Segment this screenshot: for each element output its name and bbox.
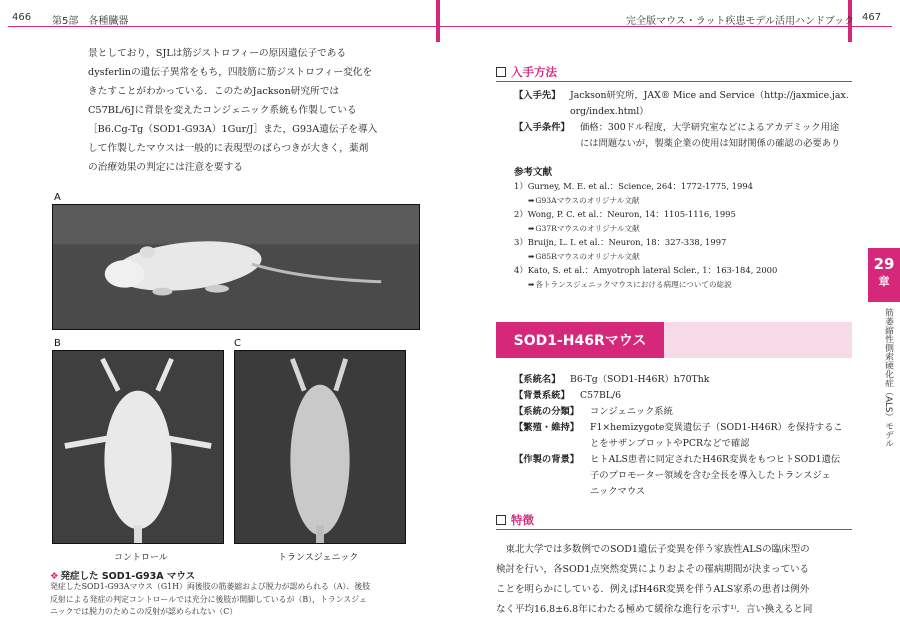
row-value-line: ヒトALS患者に同定されたH46R変異をもつヒトSOD1遺伝 — [590, 454, 841, 465]
arrow-right-icon: ➡ — [528, 224, 535, 233]
body-line: して作製したマウスは一般的に表現型のばらつきが大きく，薬剤 — [88, 143, 369, 154]
row-key: 【繁殖・維持】 — [514, 422, 580, 433]
caption-line: ニックでは脱力のためこの反射が認められない（C） — [50, 607, 238, 617]
section-rule-features — [496, 529, 852, 530]
right-page-number: 467 — [862, 12, 882, 23]
reference-note: ➡G85Rマウスのオリジナル文献 — [528, 252, 640, 261]
row-key: 【入手条件】 — [514, 122, 570, 133]
chapter-tab — [868, 248, 900, 302]
row-value-line: B6-Tg（SOD1-H46R）h70Thk — [570, 374, 710, 385]
figure-label-c: C — [234, 338, 241, 349]
caption-symbol-icon: ❖ — [50, 571, 59, 582]
references-title: 参考文献 — [514, 167, 553, 178]
acquisition-heading-text: 入手方法 — [511, 65, 557, 79]
section-rule-acquisition — [496, 81, 852, 82]
arrow-right-icon: ➡ — [528, 280, 535, 289]
figure-photo-a — [52, 204, 420, 330]
reference-note: ➡各トランスジェニックマウスにおける病理についての総説 — [528, 280, 732, 289]
body-line: ことを明らかにしている．例えばH46R変異を伴うALS家系の患者は例外 — [496, 584, 810, 595]
model-row-strain-name — [514, 372, 854, 388]
header-marker-left — [436, 0, 440, 42]
row-key: 【作製の背景】 — [514, 454, 580, 465]
arrow-right-icon: ➡ — [528, 196, 535, 205]
row-value-line: 子のプロモーター領域を含む全長を導入したトランスジェ — [590, 470, 831, 481]
row-value-line: 価格：300ドル程度，大学研究室などによるアカデミック用途 — [580, 122, 840, 133]
section-heading-features — [496, 512, 534, 528]
figure-photo-c — [234, 350, 406, 544]
figure-caption-title — [50, 568, 195, 582]
figure-label-a: A — [54, 192, 61, 203]
model-section-title: SOD1-H46Rマウス — [496, 322, 664, 358]
features-heading-text: 特徴 — [511, 513, 534, 527]
mouse-photo-b — [53, 351, 223, 543]
chapter-vertical-title: 筋萎縮性側索硬化症（ALS）モデル — [883, 308, 893, 448]
part-title: 第5部 各種臓器 — [52, 16, 129, 27]
reference-item: 3）Bruijn, L. I. et al.：Neuron, 18：327-338, 1997 — [514, 237, 727, 247]
section-heading-acquisition — [496, 64, 557, 80]
body-line: の治療効果の判定には注意を要する — [88, 162, 243, 173]
checkbox-square-icon — [496, 67, 506, 77]
body-line: 検討を行い，各SOD1点突然変異によりおよその罹病期間が決まっている — [496, 564, 809, 575]
left-page-number: 466 — [12, 12, 32, 23]
model-row-origin — [514, 452, 854, 500]
caption-line: 反射による発症の判定コントロールでは充分に後肢が開脚しているが（B），トランスジェ — [50, 594, 367, 604]
book-title: 完全版マウス・ラット疾患モデル活用ハンドブック — [626, 16, 854, 27]
figure-label-b: B — [54, 338, 61, 349]
row-key: 【系統名】 — [514, 374, 561, 385]
figure-photo-b — [52, 350, 224, 544]
figure-caption-body — [50, 581, 416, 619]
figure-caption-control: コントロール — [114, 553, 168, 563]
row-value-line: C57BL/6 — [580, 390, 621, 401]
acquisition-row-conditions — [514, 120, 854, 152]
mouse-photo-c — [235, 351, 405, 543]
row-value-line: コンジェニック系統 — [590, 406, 673, 417]
reference-note: ➡G93Aマウスのオリジナル文献 — [528, 196, 640, 205]
row-value-line: とをサザンブロットやPCRなどで確認 — [590, 438, 750, 449]
model-row-classification — [514, 404, 854, 420]
figure-caption-transgenic: トランスジェニック — [278, 553, 359, 563]
row-value-line: Jackson研究所，JAX® Mice and Service（http://jaxmice.jax. — [570, 90, 849, 101]
row-value-line: には問題ないが，製薬企業の使用は知財関係の確認の必要あり — [580, 138, 841, 149]
arrow-right-icon: ➡ — [528, 252, 535, 261]
chapter-number: 29 — [873, 255, 895, 273]
caption-line: 発症したSOD1-G93Aマウス（G1H）両後肢の筋萎縮および脱力が認められる（A）．後肢 — [50, 582, 371, 591]
reference-item: 1）Gurney, M. E. et al.：Science, 264：1772-1775, 1994 — [514, 181, 753, 191]
body-line: dysferlinの遺伝子異常をもち，四肢筋に筋ジストロフィー変化を — [88, 67, 373, 78]
model-row-background — [514, 388, 854, 404]
body-line: ［B6.Cg-Tg（SOD1-G93A）1Gur/J］また，G93A遺伝子を導入 — [88, 124, 378, 135]
row-value-line: org/index.html） — [570, 106, 649, 117]
body-line: C57BL/6Jに背景を変えたコンジェニック系統も作製している — [88, 105, 357, 116]
model-row-breeding — [514, 420, 854, 452]
left-body-text — [88, 44, 418, 177]
row-value-line: F1×hemizygote変異遺伝子（SOD1-H46R）を保持するこ — [590, 422, 843, 433]
features-body-text — [496, 540, 836, 620]
caption-title-text: 発症した SOD1-G93A マウス — [60, 571, 196, 582]
reference-item: 4）Kato, S. et al.：Amyotroph lateral Scler., 1：163-184, 2000 — [514, 265, 778, 275]
chapter-label: 章 — [878, 275, 890, 288]
checkbox-square-icon — [496, 515, 506, 525]
body-line: きたすことがわかっている．このためJackson研究所では — [88, 86, 340, 97]
row-value-line: ニックマウス — [590, 486, 646, 497]
row-key: 【背景系統】 — [514, 390, 570, 401]
row-key: 【系統の分類】 — [514, 406, 580, 417]
acquisition-row-source — [514, 88, 854, 120]
reference-item: 2）Wong, P. C. et al.：Neuron, 14：1105-1116, 1995 — [514, 209, 736, 219]
row-key: 【入手先】 — [514, 90, 561, 101]
body-line: 東北大学では多数例でのSOD1遺伝子変異を伴う家族性ALSの臨床型の — [505, 544, 810, 555]
reference-note: ➡G37Rマウスのオリジナル文献 — [528, 224, 640, 233]
body-line: なく平均16.8±6.8年にわたる極めて緩徐な進行を示す¹⁾．言い換えると同 — [496, 604, 813, 615]
body-line: 景としており，SJLは筋ジストロフィーの原因遺伝子である — [88, 48, 347, 59]
mouse-photo-a — [53, 205, 419, 329]
